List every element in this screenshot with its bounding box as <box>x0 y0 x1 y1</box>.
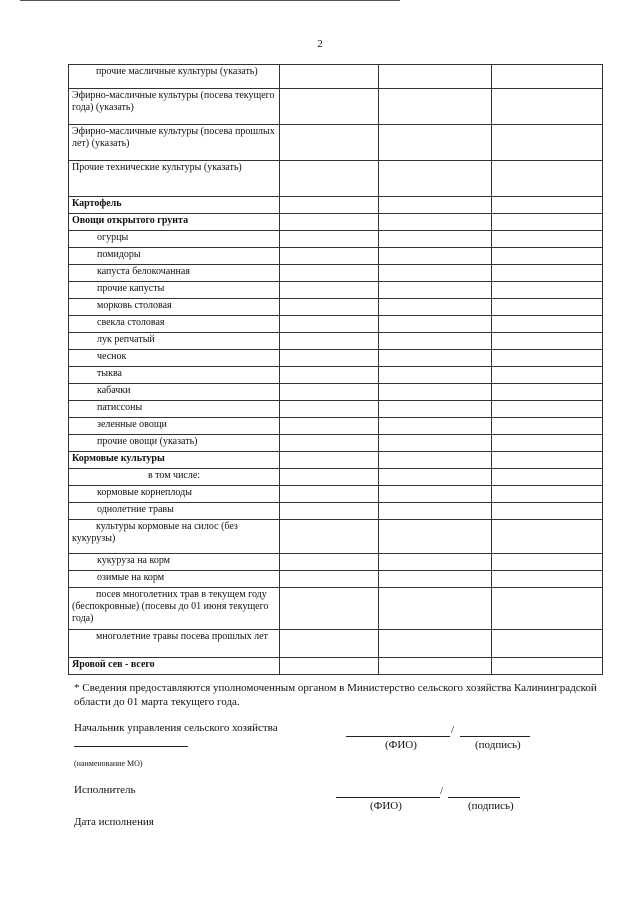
value-cell <box>280 65 379 89</box>
value-cell <box>492 265 603 282</box>
signature2-fio-line <box>336 797 440 798</box>
value-cell <box>280 214 379 231</box>
value-cell <box>492 384 603 401</box>
crop-label: патиссоны <box>69 401 280 418</box>
value-cell <box>280 588 379 630</box>
value-cell <box>379 214 492 231</box>
value-cell <box>492 197 603 214</box>
crop-label: Картофель <box>69 197 280 214</box>
signature2-sign-caption: (подпись) <box>468 800 514 812</box>
table-row <box>69 350 603 367</box>
top-rule <box>20 0 400 1</box>
table-row <box>69 89 603 125</box>
value-cell <box>379 350 492 367</box>
value-cell <box>492 282 603 299</box>
value-cell <box>280 125 379 161</box>
crop-label: кормовые корнеплоды <box>69 486 280 503</box>
crop-label: тыква <box>69 367 280 384</box>
signature2-fio-caption: (ФИО) <box>370 800 402 812</box>
table-row <box>69 333 603 350</box>
crop-label: чеснок <box>69 350 280 367</box>
signature1-fio-line <box>346 736 450 737</box>
value-cell <box>379 630 492 658</box>
value-cell <box>280 89 379 125</box>
value-cell <box>492 469 603 486</box>
value-cell <box>379 367 492 384</box>
footnote: * Сведения предоставляются уполномоченным органом в Министерство сельского хозяйства Калининградской области до 01 марта текущего года. <box>74 682 597 708</box>
value-cell <box>379 486 492 503</box>
value-cell <box>379 248 492 265</box>
value-cell <box>492 65 603 89</box>
value-cell <box>280 520 379 554</box>
value-cell <box>379 299 492 316</box>
signature2-title: Исполнитель <box>74 784 136 796</box>
value-cell <box>492 435 603 452</box>
value-cell <box>379 571 492 588</box>
table-row <box>69 125 603 161</box>
crop-label: зеленные овощи <box>69 418 280 435</box>
value-cell <box>379 231 492 248</box>
crop-label: кабачки <box>69 384 280 401</box>
value-cell <box>280 554 379 571</box>
page-number: 2 <box>317 38 323 50</box>
value-cell <box>492 630 603 658</box>
crop-label: в том числе: <box>69 469 280 486</box>
value-cell <box>492 214 603 231</box>
date-label: Дата исполнения <box>74 816 154 828</box>
table-row <box>69 486 603 503</box>
value-cell <box>280 469 379 486</box>
value-cell <box>379 435 492 452</box>
signature1-slash: / <box>451 724 455 736</box>
value-cell <box>379 503 492 520</box>
table-row <box>69 435 603 452</box>
value-cell <box>492 248 603 265</box>
table-row <box>69 520 603 554</box>
signature1-sign-caption: (подпись) <box>475 739 521 751</box>
value-cell <box>280 384 379 401</box>
table-row <box>69 316 603 333</box>
crop-label: кукуруза на корм <box>69 554 280 571</box>
crop-label: прочие овощи (указать) <box>69 435 280 452</box>
table-row <box>69 418 603 435</box>
value-cell <box>379 520 492 554</box>
value-cell <box>492 89 603 125</box>
value-cell <box>280 299 379 316</box>
table-row <box>69 384 603 401</box>
value-cell <box>280 333 379 350</box>
value-cell <box>492 486 603 503</box>
value-cell <box>280 248 379 265</box>
table-row <box>69 503 603 520</box>
value-cell <box>379 384 492 401</box>
crop-label: Эфирно-масличные культуры (посева текущего года) (указать) <box>69 89 280 125</box>
signature2-sign-line <box>448 797 520 798</box>
value-cell <box>280 630 379 658</box>
table-row <box>69 571 603 588</box>
value-cell <box>280 367 379 384</box>
value-cell <box>492 316 603 333</box>
value-cell <box>280 401 379 418</box>
value-cell <box>492 571 603 588</box>
value-cell <box>492 161 603 197</box>
table-row <box>69 161 603 197</box>
crop-label: Эфирно-масличные культуры (посева прошлых лет) (указать) <box>69 125 280 161</box>
value-cell <box>280 161 379 197</box>
table-row <box>69 299 603 316</box>
table-row <box>69 265 603 282</box>
value-cell <box>492 503 603 520</box>
value-cell <box>492 588 603 630</box>
value-cell <box>280 571 379 588</box>
table-row <box>69 282 603 299</box>
value-cell <box>280 435 379 452</box>
value-cell <box>280 452 379 469</box>
table-row <box>69 630 603 658</box>
value-cell <box>492 418 603 435</box>
signature2-slash: / <box>440 785 444 797</box>
value-cell <box>280 658 379 675</box>
value-cell <box>280 418 379 435</box>
crops-table <box>68 64 603 675</box>
crop-label: Кормовые культуры <box>69 452 280 469</box>
signature1-title: Начальник управления сельского хозяйства <box>74 722 278 734</box>
table-row <box>69 367 603 384</box>
crop-label: огурцы <box>69 231 280 248</box>
crop-label: однолетние травы <box>69 503 280 520</box>
value-cell <box>280 486 379 503</box>
value-cell <box>379 197 492 214</box>
table-row <box>69 231 603 248</box>
value-cell <box>379 316 492 333</box>
value-cell <box>492 299 603 316</box>
crop-label: помидоры <box>69 248 280 265</box>
value-cell <box>379 401 492 418</box>
value-cell <box>379 65 492 89</box>
crop-label: озимые на корм <box>69 571 280 588</box>
value-cell <box>280 316 379 333</box>
value-cell <box>379 265 492 282</box>
signature1-sign-line <box>460 736 530 737</box>
table-row <box>69 658 603 675</box>
value-cell <box>492 350 603 367</box>
value-cell <box>379 469 492 486</box>
table-row <box>69 452 603 469</box>
value-cell <box>379 333 492 350</box>
table-row <box>69 197 603 214</box>
table-row <box>69 401 603 418</box>
crop-label: Прочие технические культуры (указать) <box>69 161 280 197</box>
value-cell <box>492 367 603 384</box>
value-cell <box>280 265 379 282</box>
crop-label: Овощи открытого грунта <box>69 214 280 231</box>
value-cell <box>379 554 492 571</box>
table-row <box>69 248 603 265</box>
value-cell <box>379 658 492 675</box>
value-cell <box>379 452 492 469</box>
signature1-fio-caption: (ФИО) <box>385 739 417 751</box>
value-cell <box>492 333 603 350</box>
value-cell <box>379 125 492 161</box>
crop-label: посев многолетних трав в текущем году (беспокровные) (посевы до 01 июня текущего года) <box>69 588 280 630</box>
mo-name-line <box>74 746 188 747</box>
table-row <box>69 588 603 630</box>
value-cell <box>379 89 492 125</box>
crop-label: прочие масличные культуры (указать) <box>69 65 280 89</box>
value-cell <box>280 282 379 299</box>
value-cell <box>280 350 379 367</box>
crop-label: культуры кормовые на силос (без кукурузы) <box>69 520 280 554</box>
value-cell <box>492 231 603 248</box>
crop-label: свекла столовая <box>69 316 280 333</box>
value-cell <box>280 231 379 248</box>
value-cell <box>280 197 379 214</box>
crop-label: многолетние травы посева прошлых лет <box>69 630 280 658</box>
crop-label: лук репчатый <box>69 333 280 350</box>
crop-label: морковь столовая <box>69 299 280 316</box>
crop-label: прочие капусты <box>69 282 280 299</box>
value-cell <box>379 418 492 435</box>
crop-label: Яровой сев - всего <box>69 658 280 675</box>
mo-name-caption: (наименование МО) <box>74 759 143 768</box>
value-cell <box>379 282 492 299</box>
table-row <box>69 214 603 231</box>
value-cell <box>492 520 603 554</box>
value-cell <box>492 554 603 571</box>
table-row <box>69 65 603 89</box>
value-cell <box>280 503 379 520</box>
value-cell <box>379 588 492 630</box>
value-cell <box>379 161 492 197</box>
value-cell <box>492 401 603 418</box>
table-row <box>69 469 603 486</box>
value-cell <box>492 452 603 469</box>
crop-label: капуста белокочанная <box>69 265 280 282</box>
value-cell <box>492 125 603 161</box>
value-cell <box>492 658 603 675</box>
table-row <box>69 554 603 571</box>
